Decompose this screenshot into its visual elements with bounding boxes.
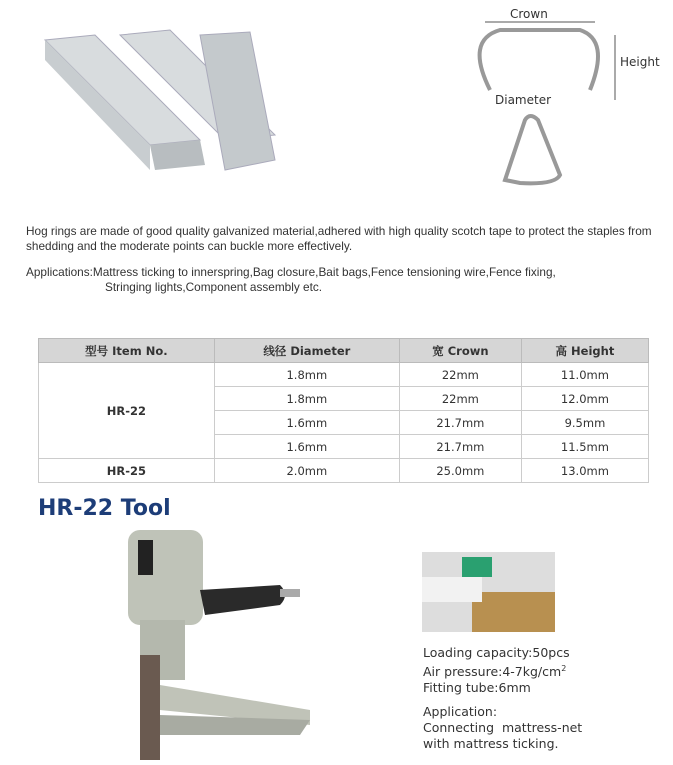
item-cell: HR-22: [39, 363, 215, 459]
staple-strips-image: [30, 20, 290, 200]
applications-line-1: Mattress ticking to innerspring,Bag closure,Bait bags,Fence tensioning wire,Fence fixing,: [92, 265, 556, 279]
cell: 1.8mm: [214, 363, 399, 387]
cell: 22mm: [399, 363, 521, 387]
specs-table: [38, 338, 649, 483]
header-height: 高 Height: [521, 339, 648, 363]
applications-line-2: Stringing lights,Component assembly etc.: [105, 280, 323, 294]
cell: 2.0mm: [214, 459, 399, 483]
usage-photo: [422, 552, 555, 632]
cell: 1.6mm: [214, 435, 399, 459]
cell: 9.5mm: [521, 411, 648, 435]
applications-label: Applications:: [26, 265, 93, 279]
superscript: 2: [561, 664, 567, 673]
header-diameter: 线径 Diameter: [214, 339, 399, 363]
table-row: [39, 363, 649, 387]
cell: 1.6mm: [214, 411, 399, 435]
fitting-tube: Fitting tube:6mm: [423, 680, 531, 696]
application-line-2: with mattress ticking.: [423, 736, 559, 752]
cell: 21.7mm: [399, 411, 521, 435]
table-row: [39, 459, 649, 483]
header-item-no: 型号 Item No.: [39, 339, 215, 363]
cell: 12.0mm: [521, 387, 648, 411]
height-label: Height: [620, 55, 660, 69]
cell: 25.0mm: [399, 459, 521, 483]
application-label: Application:: [423, 704, 498, 720]
applications: [26, 265, 666, 295]
tool-specs: [423, 645, 582, 752]
table-header: [39, 339, 649, 363]
cell: 13.0mm: [521, 459, 648, 483]
cell: 11.5mm: [521, 435, 648, 459]
header-crown: 宽 Crown: [399, 339, 521, 363]
loading-capacity: Loading capacity:50pcs: [423, 645, 570, 660]
application-line-1: Connecting mattress-net: [423, 720, 583, 736]
tool-title: HR-22 Tool: [38, 496, 171, 521]
air-pressure: [423, 661, 582, 680]
diameter-label: Diameter: [495, 93, 552, 107]
cell: 11.0mm: [521, 363, 648, 387]
tool-image: [110, 525, 325, 765]
description-text: Hog rings are made of good quality galvanized material,adhered with high quality scotch tape to protect the staples from shedding and the moderate points can buckle more effectively.: [26, 224, 652, 253]
hog-ring-diagram: [460, 0, 673, 200]
crown-label: Crown: [510, 7, 548, 21]
cell: 21.7mm: [399, 435, 521, 459]
air-pressure-value: Air pressure:4-7kg/cm: [423, 664, 562, 680]
cell: 22mm: [399, 387, 521, 411]
cell: 1.8mm: [214, 387, 399, 411]
item-cell: HR-25: [39, 459, 215, 483]
